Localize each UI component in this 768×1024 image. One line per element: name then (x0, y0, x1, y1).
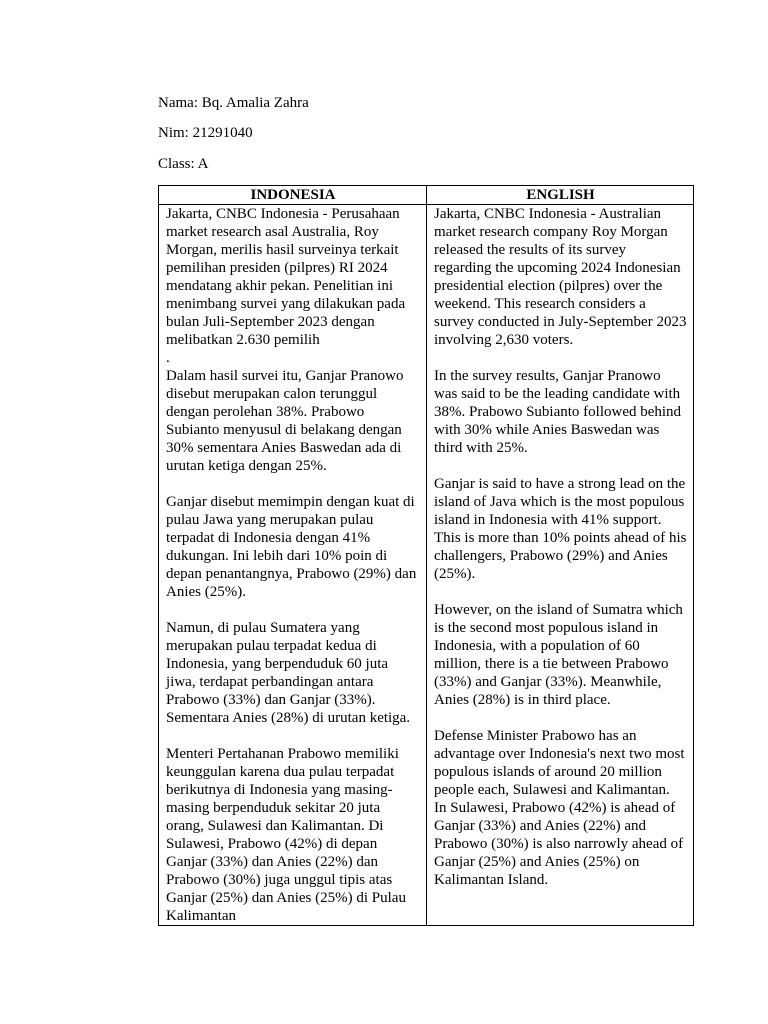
english-paragraph-2: In the survey results, Ganjar Pranowo was said to be the leading candidate with 38%. Prabowo Subianto followed behind with 30% while Anies Baswedan was third with 25%. (434, 368, 682, 456)
indonesian-paragraph-4: Namun, di pulau Sumatera yang merupakan pulau terpadat kedua di Indonesia, yang berpenduduk 60 juta jiwa, terdapat perbandingan antara Prabowo (33%) dan Ganjar (33%). Sementara Anies (28%) di urutan ketiga. (166, 620, 411, 726)
translation-table (158, 185, 694, 926)
paragraph-spacer (166, 475, 420, 493)
indonesian-paragraph-3: Ganjar disebut memimpin dengan kuat di pulau Jawa yang merupakan pulau terpadat di Indonesia dengan 41% dukungan. Ini lebih dari 10% poin di depan penantangnya, Prabowo (29%) dan Anies (25%). (166, 494, 417, 600)
column-header-english: ENGLISH (427, 186, 694, 205)
english-paragraph-1: Jakarta, CNBC Indonesia - Australian market research company Roy Morgan released the results of its survey regarding the upcoming 2024 Indonesian presidential election (pilpres) over the weekend. This research considers a survey conducted in July-September 2023 involving 2,630 voters. (434, 206, 687, 348)
paragraph-spacer (434, 709, 687, 727)
table-header-row (159, 186, 694, 205)
paragraph-spacer (434, 349, 687, 367)
column-header-indonesia: INDONESIA (159, 186, 427, 205)
english-paragraph-6: In Sulawesi, Prabowo (42%) is ahead of Ganjar (33%) and Anies (22%) and Prabowo (30%) is also narrowly ahead of Ganjar (25%) and Anies (25%) on Kalimantan Island. (434, 800, 684, 888)
indonesian-paragraph-2: Dalam hasil survei itu, Ganjar Pranowo disebut merupakan calon terunggul dengan perolehan 38%. Prabowo Subianto menyusul di belakang dengan 30% sementara Anies Baswedan ada di urutan ketiga dengan 25%. (166, 368, 404, 474)
english-paragraph-4: However, on the island of Sumatra which is the second most populous island in Indonesia, with a population of 60 million, there is a tie between Prabowo (33%) and Ganjar (33%). Meanwhile, Anies (28%) is in third place. (434, 602, 683, 708)
english-text-cell (427, 205, 694, 926)
english-paragraph-5: Defense Minister Prabowo has an advantage over Indonesia's next two most populous islands of around 20 million people each, Sulawesi and Kalimantan. (434, 728, 685, 798)
english-paragraph-3: Ganjar is said to have a strong lead on the island of Java which is the most populous island in Indonesia with 41% support. This is more than 10% points ahead of his challengers, Prabowo (29%) and Anies (25%). (434, 476, 687, 582)
table-row (159, 205, 694, 926)
paragraph-spacer (434, 583, 687, 601)
student-nim: Nim: 21291040 (158, 125, 253, 141)
student-class: Class: A (158, 156, 209, 172)
paragraph-spacer (166, 601, 420, 619)
indonesian-text-cell (159, 205, 427, 926)
indonesian-paragraph-1: Jakarta, CNBC Indonesia - Perusahaan market research asal Australia, Roy Morgan, merilis hasil surveinya terkait pemilihan presiden (pilpres) RI 2024 mendatang akhir pekan. Penelitian ini menimbang survei yang dilakukan pada bulan Juli-September 2023 dengan melibatkan 2.630 pemilih (166, 206, 406, 348)
paragraph-spacer (434, 457, 687, 475)
indonesian-period: . (166, 350, 170, 366)
paragraph-spacer (166, 727, 420, 745)
indonesian-paragraph-5: Menteri Pertahanan Prabowo memiliki keunggulan karena dua pulau terpadat berikutnya di Indonesia yang masing-masing berpenduduk sekitar 20 juta orang, Sulawesi dan Kalimantan. Di Sulawesi, Prabowo (42%) di depan Ganjar (33%) dan Anies (22%) dan Prabowo (30%) juga unggul tipis atas Ganjar (25%) dan Anies (25%) di Pulau Kalimantan (166, 746, 406, 924)
student-name: Nama: Bq. Amalia Zahra (158, 95, 309, 111)
